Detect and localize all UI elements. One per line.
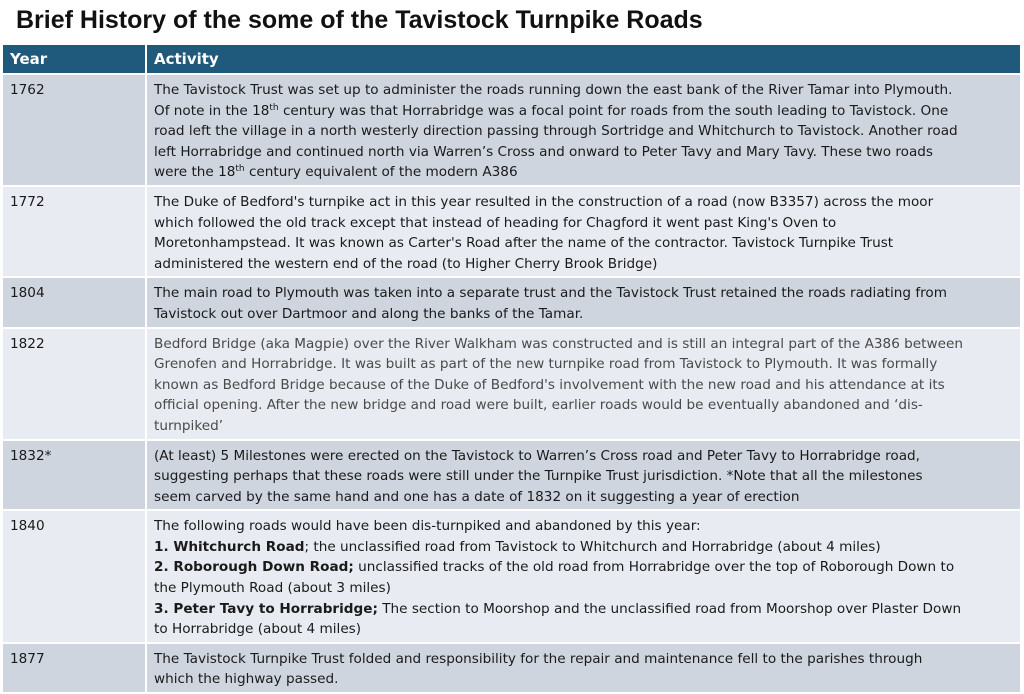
activity-line bbox=[154, 304, 1013, 325]
activity-line bbox=[154, 334, 1013, 355]
activity-line bbox=[154, 537, 1013, 558]
activity-text: the Plymouth Road (about 3 miles) bbox=[154, 580, 391, 597]
activity-text: ; the unclassified road from Tavistock to Whitchurch and Horrabridge (about 4 miles) bbox=[304, 538, 881, 555]
activity-text: official opening. After the new bridge and road were built, earlier roads would be eventually abandoned and ‘dis- bbox=[154, 397, 923, 414]
activity-line bbox=[154, 101, 1013, 122]
activity-text: (At least) 5 Milestones were erected on the Tavistock to Warren’s Cross road and Peter Tavy to Horrabridge road, bbox=[154, 447, 920, 464]
activity-text: The main road to Plymouth was taken into a separate trust and the Tavistock Trust retained the roads radiating from bbox=[154, 285, 947, 302]
activity-line bbox=[154, 375, 1013, 396]
history-table bbox=[3, 45, 1022, 694]
activity-text: Bedford Bridge (aka Magpie) over the River Walkham was constructed and is still an integral part of the A386 between bbox=[154, 335, 963, 352]
activity-line bbox=[154, 213, 1013, 234]
activity-text: Of note in the 18 bbox=[154, 102, 270, 119]
activity-line bbox=[154, 599, 1013, 620]
activity-line bbox=[154, 446, 1013, 467]
column-header-activity: Activity bbox=[146, 45, 1021, 74]
activity-line bbox=[154, 162, 1013, 183]
year-cell: 1877 bbox=[3, 643, 146, 693]
activity-text: to Horrabridge (about 4 miles) bbox=[154, 621, 362, 638]
activity-cell bbox=[146, 510, 1021, 643]
activity-line bbox=[154, 395, 1013, 416]
activity-cell bbox=[146, 186, 1021, 277]
activity-line bbox=[154, 516, 1013, 537]
table-row bbox=[3, 328, 1021, 440]
activity-cell bbox=[146, 277, 1021, 327]
activity-line bbox=[154, 619, 1013, 640]
year-cell: 1762 bbox=[3, 74, 146, 186]
table-row bbox=[3, 440, 1021, 511]
activity-text: unclassified tracks of the old road from Horrabridge over the top of Roborough Down to bbox=[353, 559, 955, 576]
activity-line bbox=[154, 669, 1013, 690]
bold-road-name: 1. Whitchurch Road bbox=[154, 538, 305, 555]
activity-text: The Tavistock Trust was set up to administer the roads running down the east bank of the River Tamar into Plymouth. bbox=[154, 82, 953, 98]
activity-text: which followed the old track except that instead of heading for Chagford it went past King's Oven to bbox=[154, 214, 837, 231]
activity-text: known as Bedford Bridge because of the Duke of Bedford's involvement with the new road and his attendance at its bbox=[154, 376, 945, 393]
table-body bbox=[3, 74, 1021, 693]
column-header-year: Year bbox=[3, 45, 146, 74]
activity-line bbox=[154, 466, 1013, 487]
activity-text: The following roads would have been dis-turnpiked and abandoned by this year: bbox=[154, 518, 701, 535]
table-row bbox=[3, 510, 1021, 643]
activity-line bbox=[154, 283, 1013, 304]
activity-text: century equivalent of the modern A386 bbox=[244, 164, 518, 181]
activity-cell bbox=[146, 643, 1021, 693]
activity-text: The Duke of Bedford's turnpike act in this year resulted in the construction of a road (now B3357) across the moor bbox=[154, 193, 934, 210]
activity-line bbox=[154, 192, 1013, 213]
activity-line bbox=[154, 254, 1013, 275]
year-cell: 1840 bbox=[3, 510, 146, 643]
activity-line bbox=[154, 557, 1013, 578]
activity-line bbox=[154, 80, 1013, 101]
activity-text: seem carved by the same hand and one has a date of 1832 on it suggesting a year of erection bbox=[154, 488, 800, 505]
activity-text: road left the village in a north westerly direction passing through Sortridge and Whitchurch to Tavistock. Another road bbox=[154, 123, 958, 140]
activity-line bbox=[154, 142, 1013, 163]
activity-text: left Horrabridge and continued north via Warren’s Cross and onward to Peter Tavy and Mary Tavy. These two roads bbox=[154, 143, 934, 160]
year-cell: 1832* bbox=[3, 440, 146, 511]
activity-text: The Tavistock Turnpike Trust folded and responsibility for the repair and maintenance fell to the parishes through bbox=[154, 650, 923, 667]
bold-road-name: 3. Peter Tavy to Horrabridge; bbox=[154, 600, 378, 617]
year-cell: 1804 bbox=[3, 277, 146, 327]
activity-line bbox=[154, 649, 1013, 670]
table-row bbox=[3, 186, 1021, 277]
activity-text: administered the western end of the road (to Higher Cherry Brook Bridge) bbox=[154, 255, 658, 272]
table-row bbox=[3, 277, 1021, 327]
year-cell: 1772 bbox=[3, 186, 146, 277]
activity-line bbox=[154, 416, 1013, 437]
page-title: Brief History of the some of the Tavistock Turnpike Roads bbox=[16, 6, 703, 34]
superscript-text: th bbox=[269, 102, 279, 113]
activity-cell bbox=[146, 74, 1021, 186]
activity-text: Moretonhampstead. It was known as Carter's Road after the name of the contractor. Tavistock Turnpike Trust bbox=[154, 235, 894, 252]
activity-text: Grenofen and Horrabridge. It was built as part of the new turnpike road from Tavistock to Plymouth. It was formally bbox=[154, 356, 938, 373]
year-cell: 1822 bbox=[3, 328, 146, 440]
activity-text: were the 18 bbox=[154, 164, 236, 181]
activity-line bbox=[154, 354, 1013, 375]
activity-text: suggesting perhaps that these roads were still under the Turnpike Trust jurisdiction. *Note that all the milestones bbox=[154, 468, 923, 485]
activity-cell bbox=[146, 328, 1021, 440]
activity-line bbox=[154, 121, 1013, 142]
table-header-row bbox=[3, 45, 1021, 74]
activity-text: Tavistock out over Dartmoor and along the banks of the Tamar. bbox=[154, 305, 584, 322]
table-row bbox=[3, 74, 1021, 186]
bold-road-name: 2. Roborough Down Road; bbox=[154, 559, 354, 576]
activity-text: which the highway passed. bbox=[154, 671, 339, 688]
activity-line bbox=[154, 233, 1013, 254]
activity-text: The section to Moorshop and the unclassified road from Moorshop over Plaster Down bbox=[377, 600, 962, 617]
activity-text: century was that Horrabridge was a focal point for roads from the south leading to Tavistock. One bbox=[278, 102, 949, 119]
superscript-text: th bbox=[235, 164, 245, 175]
activity-cell bbox=[146, 440, 1021, 511]
activity-text: turnpiked’ bbox=[154, 417, 224, 434]
table-row bbox=[3, 643, 1021, 693]
activity-line bbox=[154, 578, 1013, 599]
activity-line bbox=[154, 487, 1013, 508]
